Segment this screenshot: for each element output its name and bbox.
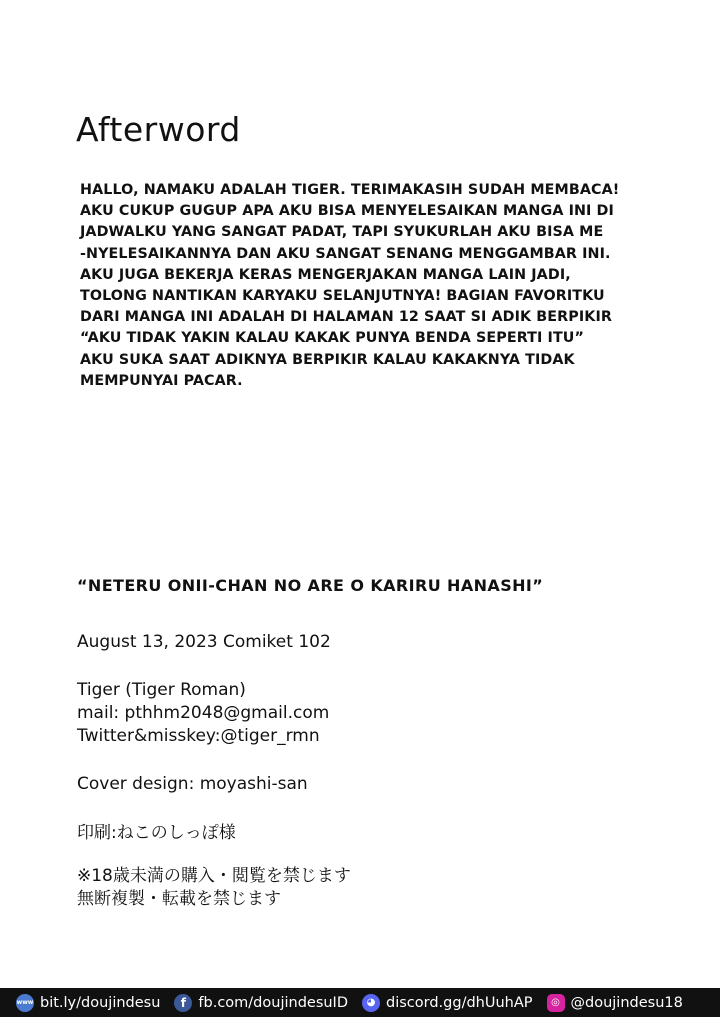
author-mail: mail: pthhm2048@gmail.com (77, 703, 330, 723)
body-line: -NYELESAIKANNYA DAN AKU SANGAT SENANG MENGGAMBAR INI. (80, 245, 611, 262)
body-line: AKU SUKA SAAT ADIKNYA BERPIKIR KALAU KAKAKNYA TIDAK (80, 351, 575, 368)
afterword-body (80, 180, 700, 392)
footer-link-website[interactable] (16, 994, 160, 1012)
footer-link-text: discord.gg/dhUuhAP (386, 994, 533, 1011)
body-line: “AKU TIDAK YAKIN KALAU KAKAK PUNYA BENDA SEPERTI ITU” (80, 330, 585, 347)
body-line: DARI MANGA INI ADALAH DI HALAMAN 12 SAAT SI ADIK BERPIKIR (80, 309, 612, 326)
instagram-icon: ◎ (547, 994, 565, 1012)
facebook-icon: f (174, 994, 192, 1012)
body-line: AKU CUKUP GUGUP APA AKU BISA MENYELESAIKAN MANGA INI DI (80, 203, 614, 220)
work-title: “NETERU ONII-CHAN NO ARE O KARIRU HANASHI” (77, 576, 544, 595)
event-date: August 13, 2023 Comiket 102 (77, 632, 331, 652)
discord-icon: ◕ (362, 994, 380, 1012)
body-line: MEMPUNYAI PACAR. (80, 372, 243, 389)
footer-link-instagram[interactable] (547, 994, 683, 1012)
body-line: TOLONG NANTIKAN KARYAKU SELANJUTNYA! BAGIAN FAVORITKU (80, 288, 605, 305)
body-line: AKU JUGA BEKERJA KERAS MENGERJAKAN MANGA LAIN JADI, (80, 266, 571, 283)
page-title: Afterword (76, 110, 241, 149)
copy-notice: 無断複製・転載を禁じます (77, 889, 281, 909)
www-globe-icon: www (16, 994, 34, 1012)
age-notice: ※18歳未満の購入・閲覧を禁じます (77, 866, 351, 886)
footer-link-discord[interactable] (362, 994, 533, 1012)
cover-design: Cover design: moyashi-san (77, 774, 308, 794)
footer-link-facebook[interactable] (174, 994, 348, 1012)
footer-link-text: bit.ly/doujindesu (40, 994, 161, 1011)
author-twitter: Twitter&misskey:@tiger_rmn (77, 726, 320, 746)
body-line: JADWALKU YANG SANGAT PADAT, TAPI SYUKURLAH AKU BISA ME (80, 224, 604, 241)
author-name: Tiger (Tiger Roman) (77, 680, 246, 700)
footer-bar (0, 988, 720, 1017)
footer-link-text: fb.com/doujindesuID (198, 994, 349, 1011)
body-line: HALLO, NAMAKU ADALAH TIGER. TERIMAKASIH SUDAH MEMBACA! (80, 182, 620, 198)
footer-link-text: @doujindesu18 (570, 994, 683, 1011)
printer-credit: 印刷:ねこのしっぽ様 (77, 823, 236, 843)
